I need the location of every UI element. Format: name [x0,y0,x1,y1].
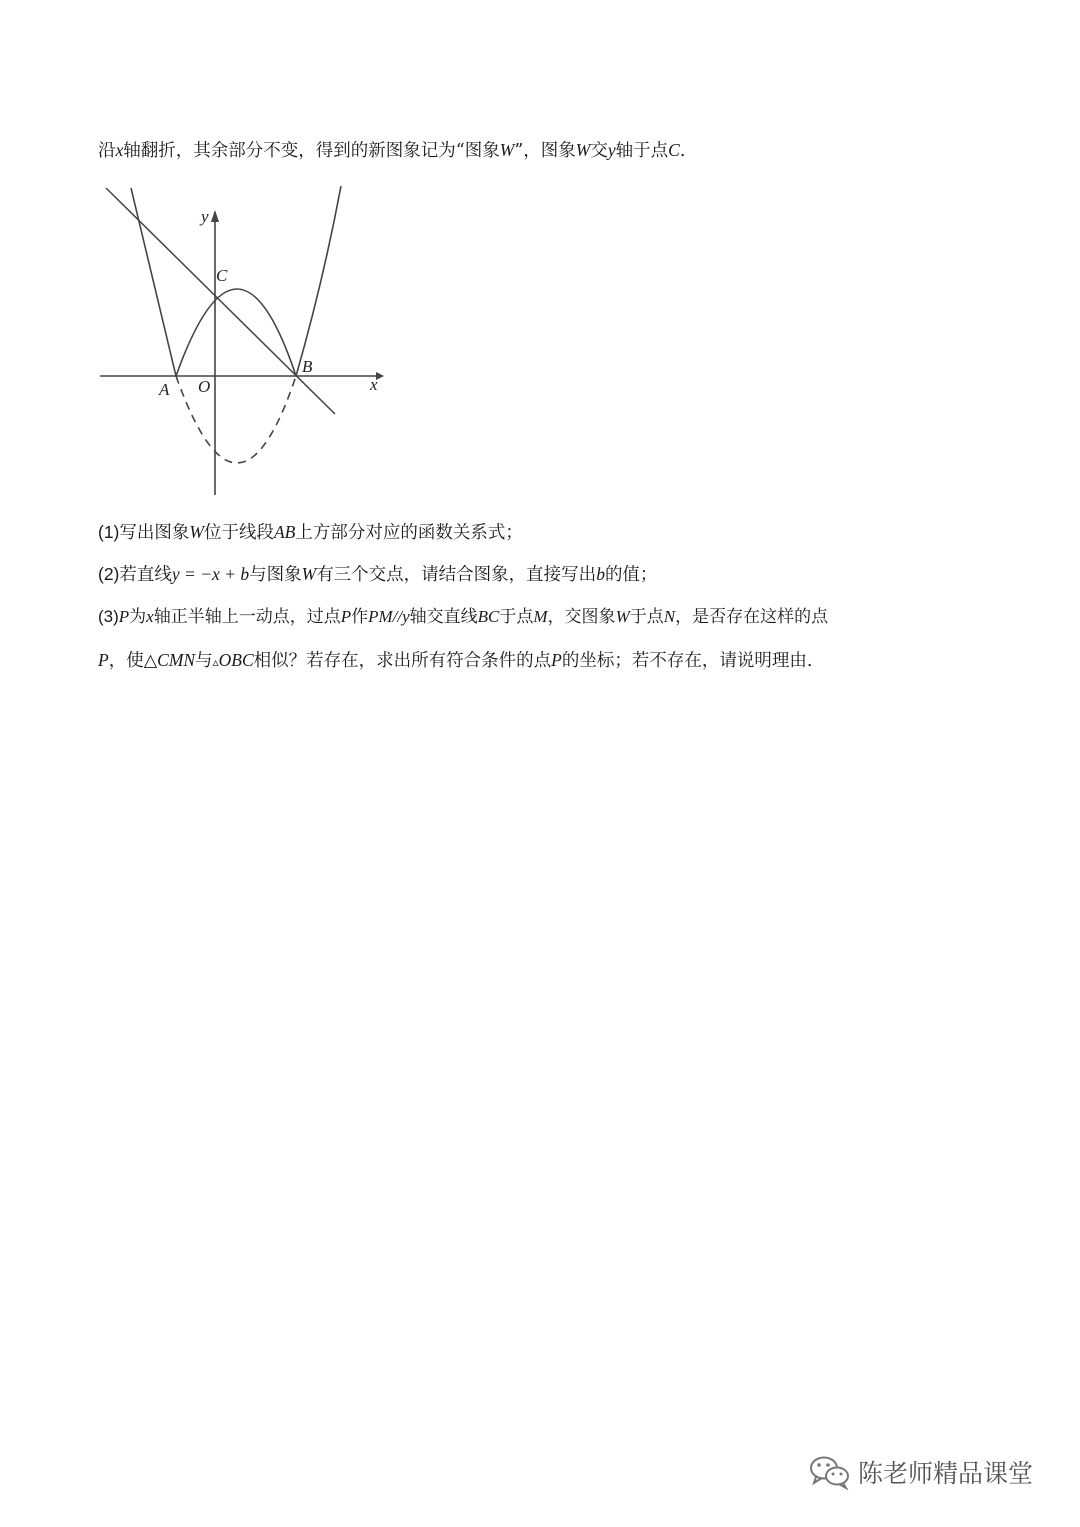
label-x: x [370,375,378,394]
label-c: C [216,266,228,285]
watermark [808,1450,1033,1494]
question-2: (2)若直线y = −x + b与图象W有三个交点，请结合图象，直接写出b的值； [98,564,658,585]
label-a: A [159,380,170,399]
left-branch [131,188,176,376]
label-y: y [201,207,209,226]
question-3-continued: P，使△CMN与▵OBC相似？若存在，求出所有符合条件的点P的坐标；若不存在，请说明理由. [98,650,813,671]
y-axis-arrow [211,210,219,222]
line-bc [106,188,335,414]
intro-text: 沿x轴翻折，其余部分不变，得到的新图象记为“图象W”，图象W交y轴于点C. [98,140,686,161]
watermark-text: 陈老师精品课堂 [858,1459,1034,1488]
function-graph-figure [98,182,388,500]
wechat-icon [808,1454,852,1490]
question-1: (1)写出图象W位于线段AB上方部分对应的函数关系式； [98,522,523,543]
folded-dashed-part [176,376,296,463]
right-branch [296,186,341,376]
label-b: B [302,357,313,376]
upper-arch [176,289,296,376]
label-o: O [198,377,211,396]
question-3: (3)P为x轴正半轴上一动点，过点P作PM//y轴交直线BC于点M，交图象W于点N，是否存在这样的点 [98,607,829,627]
